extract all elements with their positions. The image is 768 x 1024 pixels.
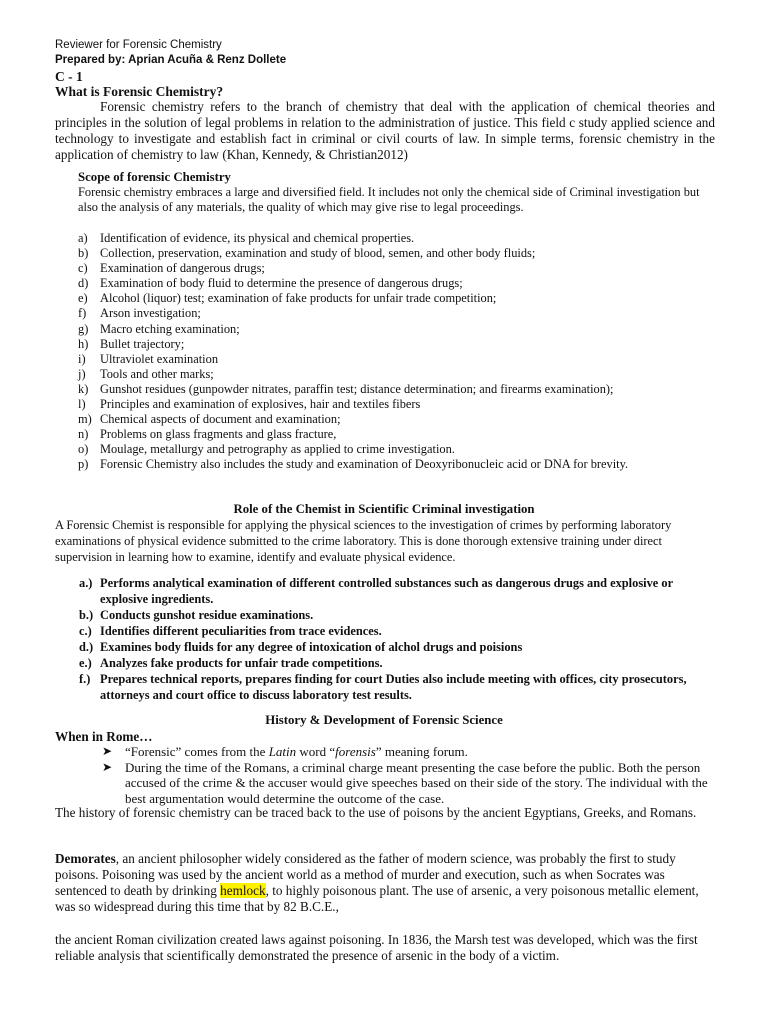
duty-item-text: Performs analytical examination of different controlled substances such as dangerous drugs and explosive or explosive ingredients. xyxy=(100,576,673,606)
scope-list xyxy=(78,231,718,473)
duty-item-text: Conducts gunshot residue examinations. xyxy=(100,608,314,622)
scope-item-marker: b) xyxy=(78,246,89,261)
scope-item xyxy=(78,442,718,457)
duty-item xyxy=(55,623,705,639)
duty-item-text: Identifies different peculiarities from trace evidences. xyxy=(100,624,382,638)
history-paragraph-2 xyxy=(55,851,715,915)
scope-item xyxy=(78,231,718,246)
scope-item-marker: n) xyxy=(78,427,89,442)
scope-item-text: Principles and examination of explosives, hair and textiles fibers xyxy=(100,397,421,412)
history-paragraph-1: The history of forensic chemistry can be traced back to the use of poisons by the ancient Egyptians, Greeks, and Romans. xyxy=(55,805,697,820)
bullet-forensic-origin xyxy=(55,744,710,760)
scope-item xyxy=(78,291,718,306)
document-authors: Prepared by: Aprian Acuña & Renz Dollete xyxy=(55,54,287,66)
scope-item xyxy=(78,261,718,276)
scope-intro: Forensic chemistry embraces a large and diversified field. It includes not only the chemical side of Criminal investigation but also the analysis of any materials, the quality of which may give rise to legal proceedings. xyxy=(78,185,700,214)
history-subheading: When in Rome… xyxy=(55,729,153,744)
section-heading-what-is: What is Forensic Chemistry? xyxy=(55,84,224,99)
duty-item-text: Analyzes fake products for unfair trade competitions. xyxy=(100,656,383,670)
scope-item-text: Examination of dangerous drugs; xyxy=(100,261,265,276)
bullet1-text-b: word “ xyxy=(296,744,336,759)
duty-item-marker: d.) xyxy=(79,640,94,654)
scope-item xyxy=(78,367,718,382)
duty-item xyxy=(55,575,705,607)
highlighted-word: hemlock xyxy=(220,883,266,898)
definition-paragraph: Forensic chemistry refers to the branch of chemistry that deal with the application of chemical theories and principles in the solution of legal problems in relation to the administration of justice. This field c study applied science and technology to investigate and establish fact in criminal or civil courts of law. In simple terms, forensic chemistry in the application of chemistry to law (Khan, Kennedy, & Christian2012) xyxy=(55,99,715,162)
scope-item xyxy=(78,352,718,367)
arrow-bullet-icon: ➤ xyxy=(102,744,113,758)
bullet2-text: During the time of the Romans, a criminal charge meant presenting the case before the public. Both the person accused of the crime & the accuser would give speeches based on their side of the story. The individual with the best argumentation would determine the outcome of the case. xyxy=(125,759,708,806)
scope-item-marker: j) xyxy=(78,366,86,381)
scope-item-marker: p) xyxy=(78,457,89,472)
scope-item-text: Macro etching examination; xyxy=(100,321,240,336)
para2-text-b: , to highly poisonous plant. The use of arsenic, a very poisonous metallic element, was so widespread during this time that by 82 B.C.E., xyxy=(55,883,699,914)
scope-heading: Scope of forensic Chemistry xyxy=(78,170,231,184)
scope-item-marker: m) xyxy=(78,412,92,427)
duty-item xyxy=(55,671,705,703)
scope-item-marker: l) xyxy=(78,397,86,412)
scope-item-text: Bullet trajectory; xyxy=(100,336,185,351)
duty-item-text: Prepares technical reports, prepares finding for court Duties also include meeting with offices, city prosecutors, attorneys and court office to discuss laboratory test results. xyxy=(100,672,687,702)
document-header xyxy=(55,38,735,68)
scope-item-marker: c) xyxy=(78,261,88,276)
scope-item xyxy=(78,246,718,261)
duty-item-marker: f.) xyxy=(79,672,91,686)
scope-item-text: Problems on glass fragments and glass fracture, xyxy=(100,427,337,442)
arrow-bullet-icon: ➤ xyxy=(102,759,113,774)
scope-item-marker: e) xyxy=(78,291,88,306)
duty-item-text: Examines body fluids for any degree of intoxication of alchol drugs and poisions xyxy=(100,640,523,654)
scope-item-marker: k) xyxy=(78,381,89,396)
scope-item-text: Tools and other marks; xyxy=(100,366,214,381)
duty-item-marker: b.) xyxy=(79,608,94,622)
role-heading: Role of the Chemist in Scientific Criminal investigation xyxy=(233,502,535,516)
duty-item-marker: e.) xyxy=(79,656,92,670)
scope-item-marker: g) xyxy=(78,321,89,336)
scope-item xyxy=(78,337,718,352)
scope-item-text: Arson investigation; xyxy=(100,306,201,321)
history-bullets xyxy=(55,744,710,806)
bullet-roman-trials xyxy=(55,760,710,807)
scope-item xyxy=(78,457,718,472)
scope-item-marker: i) xyxy=(78,351,86,366)
duty-item xyxy=(55,639,705,655)
demorates-name: Demorates xyxy=(55,851,116,866)
scope-item-text: Chemical aspects of document and examination; xyxy=(100,412,341,427)
scope-item-marker: d) xyxy=(78,276,89,291)
duty-item xyxy=(55,655,705,671)
history-heading: History & Development of Forensic Science xyxy=(265,713,503,727)
scope-item-text: Alcohol (liquor) test; examination of fake products for unfair trade competition; xyxy=(100,291,497,306)
para2-text-a: , an ancient philosopher widely considered as the father of modern science, was probably the first to study poisons. Poisoning was used by the ancient world as a method of murder and execution, such as when Socrates was sentenced to death by drinking xyxy=(55,851,676,898)
bullet1-latin: Latin xyxy=(268,744,297,759)
scope-item xyxy=(78,306,718,321)
scope-item-text: Gunshot residues (gunpowder nitrates, paraffin test; distance determination; and firearms examination); xyxy=(100,381,614,396)
duties-list xyxy=(55,575,705,703)
history-paragraph-3: the ancient Roman civilization created laws against poisoning. In 1836, the Marsh test was developed, which was the first reliable analysis that scientifically demonstrated the presence of arsenic in the body of a victim. xyxy=(55,932,698,963)
scope-item-text: Collection, preservation, examination and study of blood, semen, and other body fluids; xyxy=(100,246,536,261)
scope-item-text: Ultraviolet examination xyxy=(100,351,219,366)
scope-item-marker: f) xyxy=(78,306,87,321)
scope-item xyxy=(78,322,718,337)
duty-item xyxy=(55,607,705,623)
scope-item-text: Forensic Chemistry also includes the study and examination of Deoxyribonucleic acid or DNA for brevity. xyxy=(100,457,629,472)
scope-item xyxy=(78,382,718,397)
document-title: Reviewer for Forensic Chemistry xyxy=(55,39,222,51)
scope-item-text: Moulage, metallurgy and petrography as applied to crime investigation. xyxy=(100,442,455,457)
duty-item-marker: a.) xyxy=(79,576,93,590)
scope-item xyxy=(78,412,718,427)
role-paragraph: A Forensic Chemist is responsible for applying the physical sciences to the investigation of crimes by performing laboratory examinations of physical evidence submitted to the crime laboratory. This is done thorough extensive training under direct supervision in learning how to examine, identify and evaluate physical evidence. xyxy=(55,518,672,564)
scope-item-text: Examination of body fluid to determine the presence of dangerous drugs; xyxy=(100,276,463,291)
scope-item xyxy=(78,276,718,291)
bullet1-text-c: ” meaning forum. xyxy=(375,744,468,759)
bullet1-text-a: “Forensic” comes from the xyxy=(125,744,269,759)
bullet1-word: forensis xyxy=(335,744,376,759)
scope-item xyxy=(78,427,718,442)
scope-item-text: Identification of evidence, its physical and chemical properties. xyxy=(100,231,415,245)
scope-item-marker: o) xyxy=(78,442,89,457)
scope-item-marker: a) xyxy=(78,231,88,245)
chapter-label: C - 1 xyxy=(55,69,83,84)
duty-item-marker: c.) xyxy=(79,624,92,638)
scope-item-marker: h) xyxy=(78,336,89,351)
scope-item xyxy=(78,397,718,412)
